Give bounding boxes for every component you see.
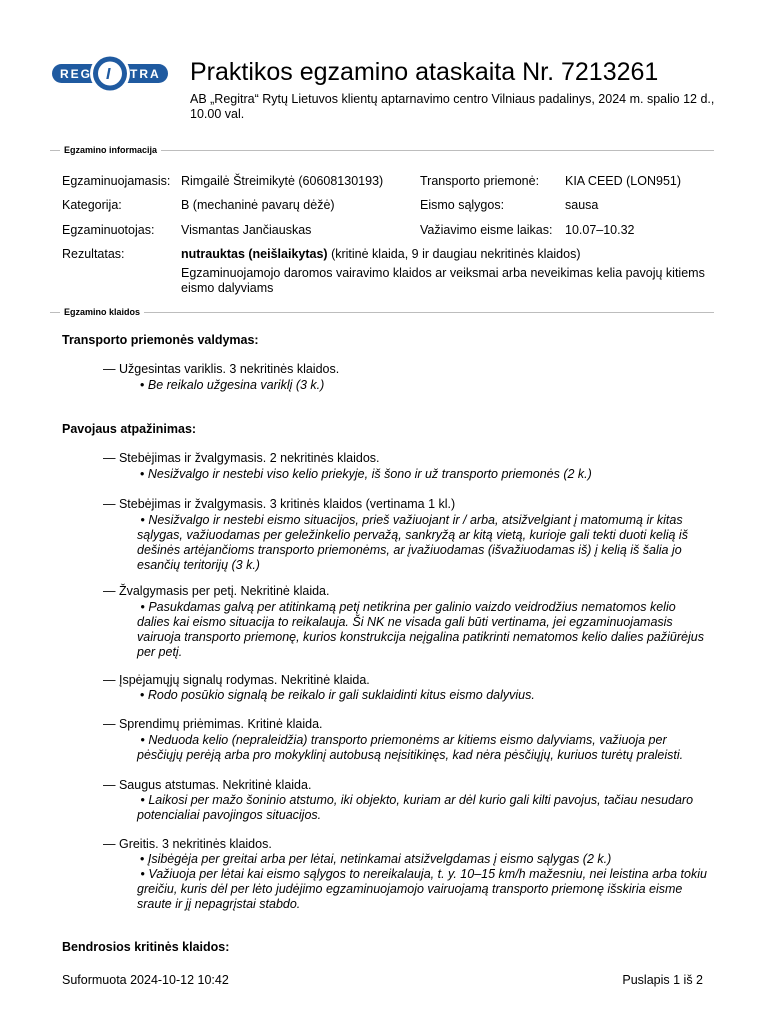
logo-text-mid: I	[106, 66, 111, 83]
section-header-errors	[50, 306, 714, 318]
error-detail: • Laikosi per mažo šoninio atstumo, iki objekto, kuriam ar dėl kurio gali kilti pavojus, tačiau nesudaro potencialiai pavojingos situacijos.	[137, 793, 694, 822]
result-value	[181, 247, 711, 261]
section-title-errors: Egzamino klaidos	[60, 306, 144, 318]
conditions-value: sausa	[565, 198, 599, 212]
error-title: — Saugus atstumas. Nekritinė klaida.	[103, 778, 312, 792]
report-subtitle: AB „Regitra“ Rytų Lietuvos klientų aptarnavimo centro Vilniaus padalinys, 2024 m. spalio 12 d., 10.00 val.	[190, 92, 715, 121]
bullet-icon: •	[137, 733, 149, 747]
category-heading: Pavojaus atpažinimas:	[62, 422, 197, 436]
examinee-value: Rimgailė Štreimikytė (60608130193)	[181, 174, 384, 188]
category-heading: Transporto priemonės valdymas:	[62, 333, 259, 347]
report-title: Praktikos egzamino ataskaita Nr. 7213261	[190, 58, 659, 86]
bullet-icon: •	[137, 600, 149, 614]
vehicle-value: KIA CEED (LON951)	[565, 174, 682, 188]
result-reason: (kritinė klaida, 9 ir daugiau nekritinės klaidos)	[327, 247, 581, 261]
error-detail: • Nesižvalgo ir nestebi eismo situacijos, prieš važiuojant ir / arba, atsižvelgiant į matomumą ir kitas sąlygas, važiuodamas per geležinkelio pervažą, sankryžą ar kitą vietą, kurioje gali tekti duoti kelią iš dešinės artėjančioms transporto priemonėms, ar įvažiuodamas (išvažiuodamas iš) į kelią iš šalia jo esančių teritorijų (3 k.)	[137, 513, 688, 572]
examiner-label: Egzaminuotojas:	[62, 223, 155, 237]
bullet-icon: •	[137, 867, 149, 881]
error-detail: • Nesižvalgo ir nestebi viso kelio priekyje, iš šono ir už transporto priemonės (2 k.)	[140, 467, 592, 481]
error-detail: • Įsibėgėja per greitai arba per lėtai, netinkamai atsižvelgdamas į eismo sąlygas (2 k.)	[140, 852, 612, 866]
error-detail: • Neduoda kelio (nepraleidžia) transporto priemonėms ar kitiems eismo dalyviams, važiuoja per pėsčiųjų perėją arba pro mokyklinį autobusą neįsitikinęs, kad nėra pėsčiųjų, kuriuos turėtų praleisti.	[137, 733, 684, 762]
bullet-icon: •	[140, 467, 148, 481]
error-title: — Stebėjimas ir žvalgymasis. 3 kritinės klaidos (vertinama 1 kl.)	[103, 497, 456, 511]
section-header-info	[50, 144, 714, 156]
vehicle-label: Transporto priemonė:	[420, 174, 540, 188]
bullet-icon: •	[140, 852, 148, 866]
bullet-icon: •	[140, 378, 148, 392]
error-title: — Sprendimų priėmimas. Kritinė klaida.	[103, 717, 323, 731]
bullet-icon: •	[137, 793, 149, 807]
bullet-icon: •	[140, 688, 148, 702]
footer-page-number: Puslapis 1 iš 2	[622, 973, 703, 987]
error-title: — Įspėjamųjų signalų rodymas. Nekritinė klaida.	[103, 673, 370, 687]
footer-generated: Suformuota 2024-10-12 10:42	[62, 973, 229, 987]
category-label: Kategorija:	[62, 198, 122, 212]
error-detail: • Pasukdamas galvą per atitinkamą petį netikrina per galinio vaizdo veidrodžius nematomos kelio dalies kai eismo situacija to reikalauja. Ši NK ne visada gali būti vertinama, jei egzaminuojamasis vairuoja transporto priemonę, kurios konstrukcija neįgalina patikrinti nematomos kelio dalies pažiūrėjus per petį.	[137, 600, 704, 659]
result-label: Rezultatas:	[62, 247, 125, 261]
error-detail: • Rodo posūkio signalą be reikalo ir gali suklaidinti kitus eismo dalyvius.	[140, 688, 535, 702]
error-title: — Užgesintas variklis. 3 nekritinės klaidos.	[103, 362, 340, 376]
examiner-value: Vismantas Jančiauskas	[181, 223, 312, 237]
result-status: nutrauktas (neišlaikytas)	[181, 247, 328, 261]
error-detail: • Važiuoja per lėtai kai eismo sąlygos to nereikalauja, t. y. 10–15 km/h mažesniu, nei leistina arba tokiu greičiu, kuris dėl per lėto judėjimo egzaminuojamojo vairuojamą transporto priemonę išskiria eisme sraute ir jį nepagrįstai stabdo.	[137, 867, 707, 911]
conditions-label: Eismo sąlygos:	[420, 198, 505, 212]
section-title-info: Egzamino informacija	[60, 144, 161, 156]
bullet-icon: •	[137, 513, 149, 527]
error-title: — Žvalgymasis per petį. Nekritinė klaida.	[103, 584, 330, 598]
error-title: — Greitis. 3 nekritinės klaidos.	[103, 837, 272, 851]
category-value: B (mechaninė pavarų dėžė)	[181, 198, 335, 212]
error-title: — Stebėjimas ir žvalgymasis. 2 nekritinės klaidos.	[103, 451, 380, 465]
driving-time-label: Važiavimo eisme laikas:	[420, 223, 553, 237]
logo-text-right: TRA	[130, 67, 161, 81]
logo-text-left: REG	[60, 67, 93, 81]
category-heading: Bendrosios kritinės klaidos:	[62, 940, 230, 954]
regitra-logo	[50, 52, 170, 96]
result-note: Egzaminuojamojo daromos vairavimo klaidos ar veiksmai arba neveikimas kelia pavojų kitiems eismo dalyviams	[181, 266, 705, 295]
examinee-label: Egzaminuojamasis:	[62, 174, 171, 188]
error-detail: • Be reikalo užgesina variklį (3 k.)	[140, 378, 325, 392]
driving-time-value: 10.07–10.32	[565, 223, 635, 237]
